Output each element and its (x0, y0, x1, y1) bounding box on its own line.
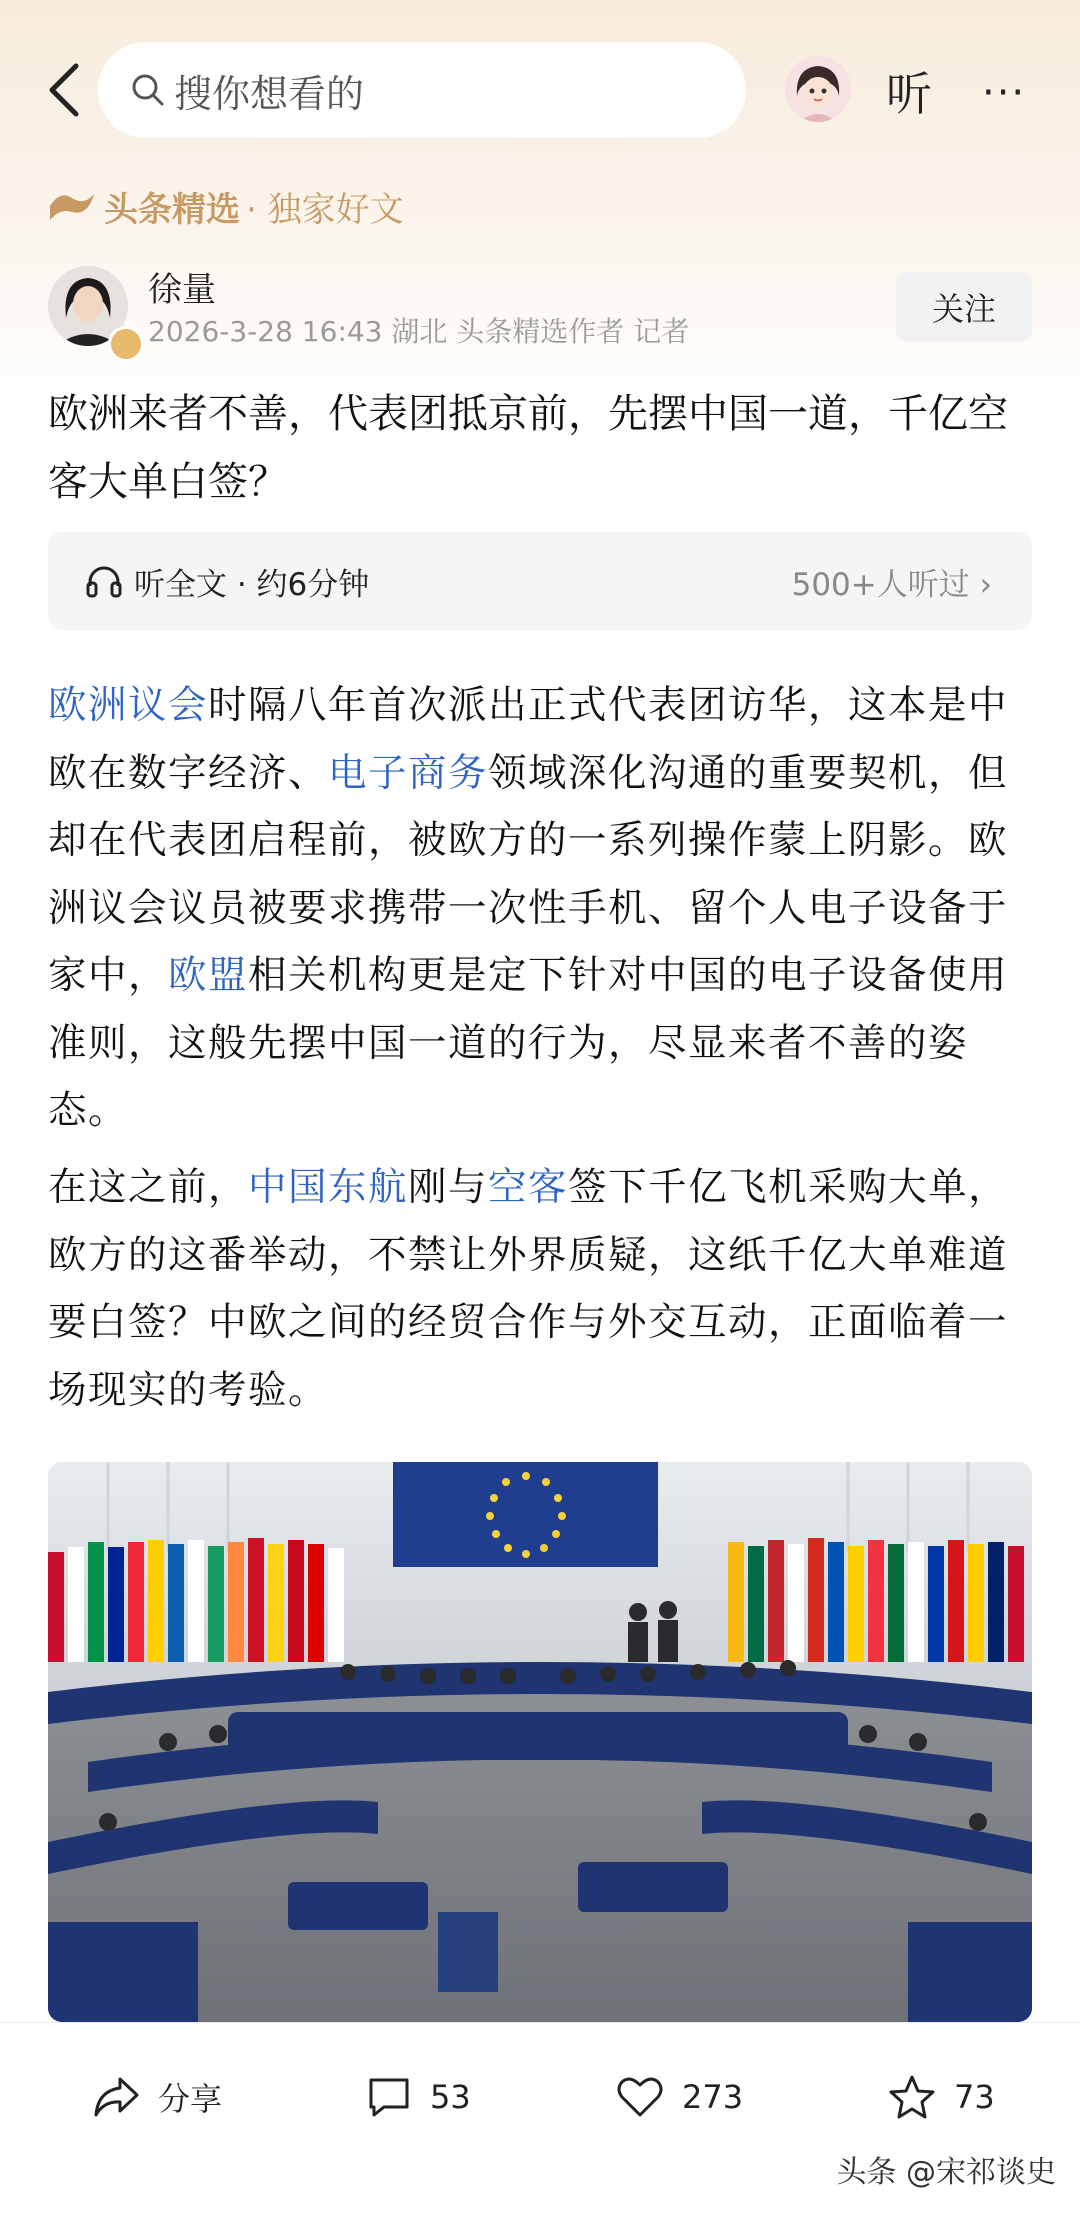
paragraph-text: 签下千亿飞机采购大单，欧方的这番举动，不禁让外界质疑，这纸千亿大单难道要白签？中欧之间的经贸合作与外交互动，正面临着一场现实的考验。 (48, 1165, 1009, 1413)
toutiao-jingxuan-logo-icon (48, 186, 96, 226)
watermark: 头条 @宋祁谈史 (836, 2155, 1056, 2190)
article-title: 欧洲来者不善，代表团抵京前，先摆中国一道，千亿空客大单白签？ (48, 391, 1008, 505)
chevron-left-icon (46, 62, 82, 118)
top-bar (0, 40, 1080, 140)
channel-header[interactable] (48, 180, 404, 232)
share-button[interactable] (92, 2067, 222, 2127)
paragraph-text: 刚与 (408, 1165, 489, 1210)
channel-subtitle: · 独家好文 (246, 189, 404, 230)
like-button[interactable] (616, 2067, 743, 2127)
comment-button[interactable] (366, 2067, 471, 2127)
channel-name: 头条精选 (104, 189, 240, 230)
paragraph-text: 领域深化沟通的重要契机，但却在代表团启程前，被欧方的一系列操作蒙上阴影。欧洲议会议员被要求携带一次性手机、留个人电子设备于家中， (48, 750, 1009, 998)
comment-icon (366, 2075, 412, 2119)
favorite-count: 73 (954, 2078, 995, 2116)
share-label: 分享 (158, 2080, 223, 2118)
search-input[interactable] (98, 42, 746, 138)
article-photo-european-parliament[interactable] (48, 1462, 1032, 2022)
comment-count: 53 (430, 2078, 471, 2116)
link-e-commerce[interactable]: 电子商务 (328, 750, 489, 796)
article-paragraph-2 (48, 1154, 1034, 1424)
paragraph-text: 相关机构更是定下针对中国的电子设备使用准则，这般先摆中国一道的行为，尽显来者不善的姿态。 (48, 953, 1009, 1133)
listen-label: 听全文 · 约6分钟 (134, 566, 370, 603)
share-icon (92, 2075, 140, 2119)
author-meta: 2026-3-28 16:43 湖北 头条精选作者 记者 (148, 315, 690, 348)
star-icon (888, 2074, 936, 2120)
follow-button[interactable]: 关注 (896, 272, 1032, 342)
heart-icon (616, 2075, 664, 2119)
favorite-button[interactable] (888, 2067, 995, 2127)
link-airbus[interactable]: 空客 (488, 1165, 569, 1210)
author-name[interactable]: 徐量 (148, 270, 216, 310)
search-icon (128, 70, 168, 110)
link-china-eastern[interactable]: 中国东航 (248, 1165, 409, 1210)
link-european-parliament[interactable]: 欧洲议会 (48, 683, 209, 728)
paragraph-text: 在这之前， (48, 1165, 249, 1210)
like-count: 273 (682, 2078, 744, 2116)
more-dots-icon: ··· (982, 70, 1027, 116)
user-avatar[interactable] (785, 56, 851, 122)
author-row (48, 262, 1032, 362)
verified-badge-icon (108, 326, 144, 362)
listen-count: 500+人听过 › (791, 566, 992, 603)
search-placeholder: 搜你想看的 (174, 71, 365, 116)
listen-full-article-bar[interactable] (48, 532, 1032, 630)
article-paragraph-1 (48, 672, 1034, 1145)
paragraph-text: 时隔八年首次派出正式代表团访华，这本是中欧在数字经济、 (48, 683, 1009, 796)
link-eu[interactable]: 欧盟 (168, 953, 249, 998)
more-button[interactable] (982, 70, 1026, 116)
back-button[interactable] (34, 60, 94, 120)
bottom-action-bar (0, 2022, 1080, 2221)
headphones-icon (86, 561, 126, 601)
listen-button[interactable]: 听 (886, 67, 932, 121)
